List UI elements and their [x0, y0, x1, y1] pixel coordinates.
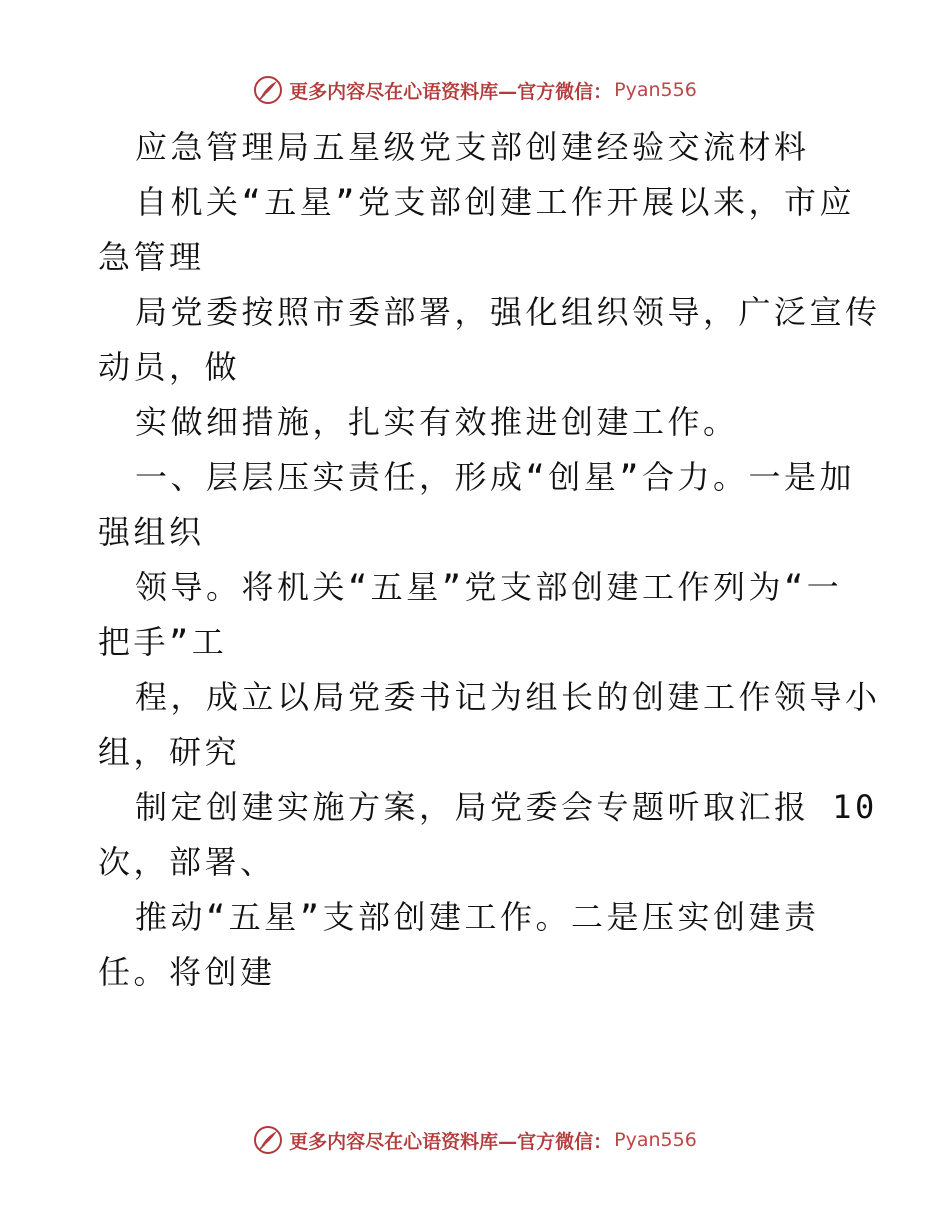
- document-body: [98, 120, 881, 1000]
- text-line: 组，研究: [98, 733, 241, 771]
- section-heading-line: 一、层层压实责任，形成“创星”合力。一是加: [135, 458, 856, 496]
- watermark-header: [0, 70, 950, 110]
- watermark-text: 更多内容尽在心语资料库—官方微信：: [289, 1130, 613, 1153]
- watermark-text: 更多内容尽在心语资料库—官方微信：: [289, 80, 613, 103]
- feather-seal-icon: [253, 1125, 283, 1155]
- watermark-footer: [0, 1120, 950, 1160]
- text-line: 局党委按照市委部署，强化组织领导，广泛宣传: [135, 293, 881, 331]
- watermark-id: Pyan556: [614, 79, 697, 101]
- text-line: 自机关“五星”党支部创建工作开展以来，市应: [135, 183, 856, 221]
- text-line: 制定创建实施方案，局党委会专题听取汇报 10: [135, 788, 878, 826]
- document-title: 应急管理局五星级党支部创建经验交流材料: [135, 128, 810, 166]
- text-line: 任。将创建: [98, 953, 276, 991]
- text-line: 把手”工: [98, 623, 228, 661]
- text-line: 动员，做: [98, 348, 241, 386]
- watermark-id: Pyan556: [614, 1129, 697, 1151]
- text-line: 领导。将机关“五星”党支部创建工作列为“一: [135, 568, 843, 606]
- text-line: 推动“五星”支部创建工作。二是压实创建责: [135, 898, 820, 936]
- text-line: 急管理: [98, 238, 205, 276]
- text-line: 次，部署、: [98, 843, 276, 881]
- text-line: 实做细措施，扎实有效推进创建工作。: [135, 403, 739, 441]
- text-line: 强组织: [98, 513, 205, 551]
- text-line: 程，成立以局党委书记为组长的创建工作领导小: [135, 678, 881, 716]
- feather-seal-icon: [253, 75, 283, 105]
